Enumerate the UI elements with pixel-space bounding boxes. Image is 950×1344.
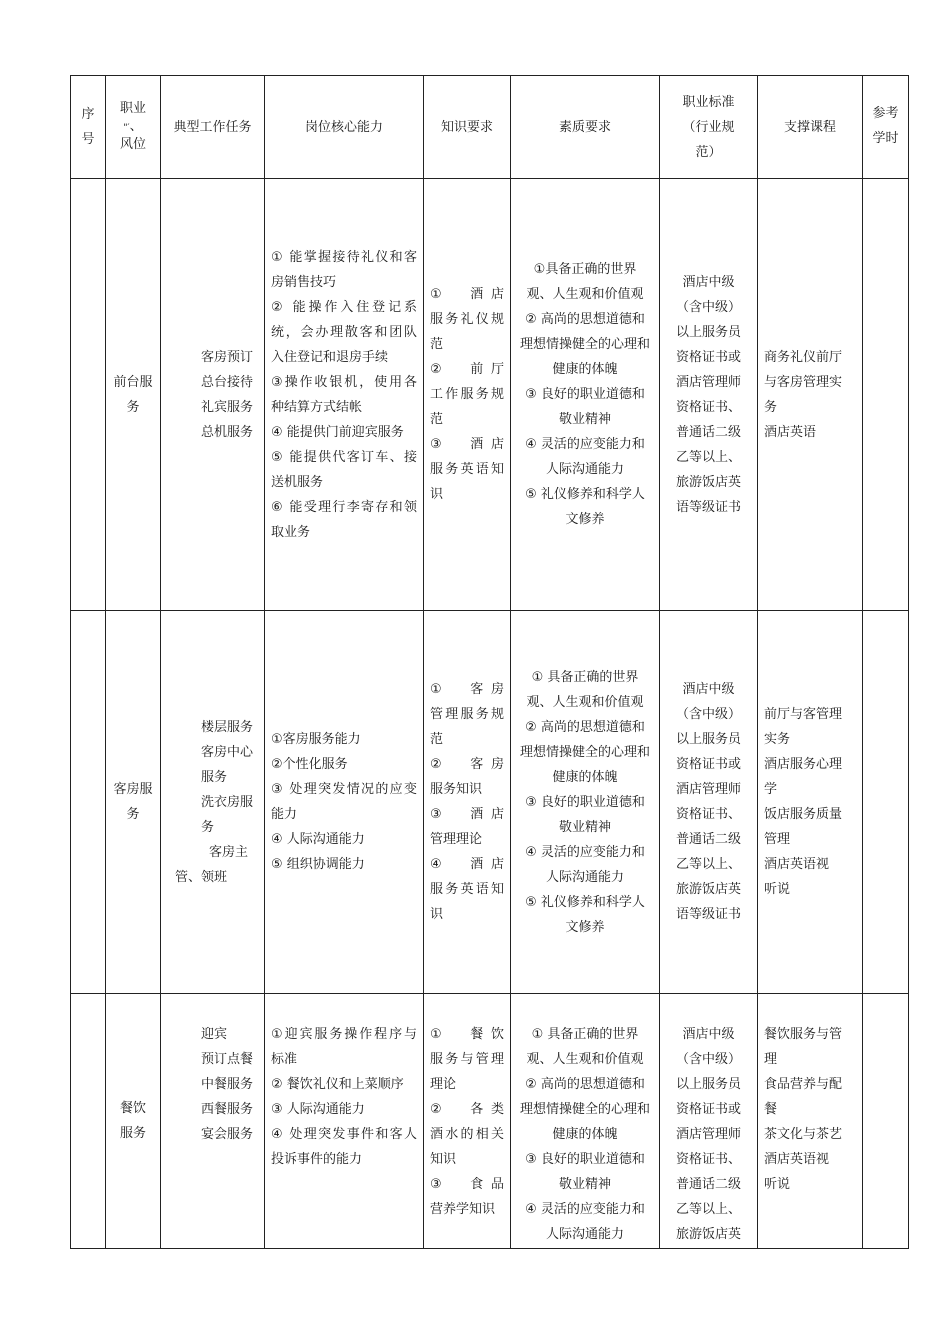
course-line: 酒店英语 xyxy=(764,424,817,440)
standard-line: （含中级） xyxy=(675,299,741,315)
standard-line: 普通话二级 xyxy=(675,1177,741,1192)
standard-line: （含中级） xyxy=(675,707,741,722)
core-ability-line: ③ 处理突发情况的应变 xyxy=(271,782,417,797)
standard-line: 以上服务员 xyxy=(675,1077,741,1092)
knowledge-line: ② 各类 xyxy=(430,1102,504,1117)
knowledge-line: 酒水的相关 xyxy=(430,1127,504,1142)
knowledge-line: 管理服务规 xyxy=(430,707,504,722)
knowledge-line: 识 xyxy=(430,907,444,922)
tasks-line: 管、领班 xyxy=(175,869,228,885)
course-line: 实务 xyxy=(764,732,791,747)
knowledge-line: ④ 酒店 xyxy=(430,857,504,872)
course-line: 务 xyxy=(764,399,778,415)
header-hours: 参考 学时 xyxy=(863,76,909,179)
standard-cell xyxy=(660,611,758,994)
tasks-cell xyxy=(161,994,265,1249)
header-task: 典型工作任务 xyxy=(161,76,265,179)
knowledge-line: 营养学知识 xyxy=(430,1202,496,1217)
quality-line: 健康的体魄 xyxy=(552,1127,618,1142)
knowledge-line: 范 xyxy=(430,337,444,352)
knowledge-line: ③ 食品 xyxy=(430,1177,504,1192)
course-line: 前厅与客管理 xyxy=(764,707,843,722)
core-ability-line: 投诉事件的能力 xyxy=(271,1152,363,1167)
standard-line: 酒店中级 xyxy=(682,274,735,290)
quality-line: ① 具备正确的世界 xyxy=(531,669,639,685)
standard-line: （含中级） xyxy=(675,1052,741,1067)
tasks-line: 服务 xyxy=(201,769,228,785)
core-ability-line: ④ 能提供门前迎宾服务 xyxy=(271,424,404,440)
quality-line: 理想情操健全的心理和 xyxy=(519,744,650,760)
core-ability-cell xyxy=(265,179,424,611)
table-header-row xyxy=(71,76,909,179)
quality-line: ② 高尚的思想道德和 xyxy=(525,719,645,735)
knowledge-line: ② 前厅 xyxy=(430,362,504,377)
core-ability-line: ②个性化服务 xyxy=(271,757,348,772)
standard-line: 旅游饭店英 xyxy=(675,474,741,490)
standard-line: 普通话二级 xyxy=(675,832,741,847)
course-cell xyxy=(758,179,863,611)
course-cell xyxy=(758,611,863,994)
header-knowledge: 知识要求 xyxy=(424,76,511,179)
tasks-line: 预订点餐 xyxy=(201,1052,254,1067)
header-seq: 序 号 xyxy=(71,76,106,179)
quality-line: 文修养 xyxy=(565,919,605,935)
core-ability-line: 标准 xyxy=(271,1052,298,1067)
tasks-line: 客房预订 xyxy=(201,349,254,365)
knowledge-line: 范 xyxy=(430,412,444,427)
quality-line: ④ 灵活的应变能力和 xyxy=(525,437,645,452)
position-line: 客房服 xyxy=(113,782,153,797)
header-position: 职业 "′、 风位 xyxy=(106,76,161,179)
position-cell xyxy=(106,179,161,611)
core-ability-cell xyxy=(265,994,424,1249)
position-line: 餐饮 xyxy=(119,1101,146,1116)
tasks-line: 中餐服务 xyxy=(201,1077,254,1092)
table-row xyxy=(71,179,909,611)
course-line: 茶文化与茶艺 xyxy=(764,1127,843,1142)
header-course: 支撑课程 xyxy=(758,76,863,179)
knowledge-line: 识 xyxy=(430,487,444,502)
standard-cell xyxy=(660,179,758,611)
knowledge-line: 服务礼仪规 xyxy=(430,312,504,327)
course-cell xyxy=(758,994,863,1249)
hours-cell xyxy=(863,179,909,611)
quality-line: 观、人生观和价值观 xyxy=(526,694,644,710)
standard-cell xyxy=(660,994,758,1249)
standard-line: 酒店中级 xyxy=(682,682,735,697)
standard-line: 以上服务员 xyxy=(675,732,741,747)
core-ability-line: 送机服务 xyxy=(271,474,324,490)
knowledge-cell xyxy=(424,179,511,611)
core-ability-line: ② 能操作入住登记系 xyxy=(271,299,417,315)
core-ability-line: ① 能掌握接待礼仪和客 xyxy=(271,249,417,265)
tasks-line: 楼层服务 xyxy=(201,719,254,735)
core-ability-line: ③ 人际沟通能力 xyxy=(271,1102,365,1117)
tasks-line: 西餐服务 xyxy=(201,1102,254,1117)
knowledge-line: ② 客房 xyxy=(430,757,504,772)
quality-line: 敬业精神 xyxy=(558,1177,611,1192)
knowledge-line: 服务英语知 xyxy=(430,882,504,897)
standard-line: 资格证书或 xyxy=(675,1102,741,1117)
quality-line: 人际沟通能力 xyxy=(545,869,624,885)
position-line: 前台服 xyxy=(113,374,153,390)
standard-line: 资格证书、 xyxy=(675,1152,741,1167)
standard-line: 酒店管理师 xyxy=(675,374,741,390)
core-ability-line: ①客房服务能力 xyxy=(271,732,361,747)
knowledge-cell xyxy=(424,994,511,1249)
quality-line: 理想情操健全的心理和 xyxy=(519,1102,650,1117)
core-ability-line: ③操作收银机，使用各 xyxy=(271,374,417,390)
quality-line: ④ 灵活的应变能力和 xyxy=(525,844,645,860)
curriculum-table xyxy=(70,75,909,1249)
standard-line: 语等级证书 xyxy=(675,907,741,922)
standard-line: 普通话二级 xyxy=(675,424,741,440)
quality-line: ③ 良好的职业道德和 xyxy=(525,1152,645,1167)
quality-line: 理想情操健全的心理和 xyxy=(519,337,650,352)
course-line: 学 xyxy=(764,782,778,797)
quality-line: ③ 良好的职业道德和 xyxy=(525,387,645,402)
standard-line: 乙等以上、 xyxy=(675,1202,741,1217)
core-ability-cell xyxy=(265,611,424,994)
seq-cell xyxy=(71,611,106,994)
quality-line: 敬业精神 xyxy=(558,819,611,835)
course-line: 听说 xyxy=(764,882,791,897)
quality-line: 人际沟通能力 xyxy=(545,1227,624,1242)
core-ability-line: 种结算方式结帐 xyxy=(271,399,363,415)
position-cell xyxy=(106,994,161,1249)
knowledge-line: 管理理论 xyxy=(430,832,483,847)
knowledge-line: 服务知识 xyxy=(430,782,483,797)
tasks-line: 总机服务 xyxy=(201,424,254,440)
quality-line: ⑤ 礼仪修养和科学人 xyxy=(525,894,645,910)
quality-line: ② 高尚的思想道德和 xyxy=(525,312,645,327)
quality-cell xyxy=(511,179,660,611)
knowledge-line: ① 客房 xyxy=(430,682,504,697)
knowledge-line: ① 酒店 xyxy=(430,287,504,302)
core-ability-line: 入住登记和退房手续 xyxy=(271,349,389,365)
core-ability-line: 房销售技巧 xyxy=(271,274,337,290)
tasks-line: 客房中心 xyxy=(201,744,254,760)
knowledge-line: 服务与管理 xyxy=(430,1052,504,1067)
tasks-cell xyxy=(161,179,265,611)
knowledge-cell xyxy=(424,611,511,994)
tasks-line: 务 xyxy=(201,819,215,835)
quality-line: 健康的体魄 xyxy=(552,769,618,785)
core-ability-line: ④ 处理突发事件和客人 xyxy=(271,1127,417,1142)
course-line: 商务礼仪前厅 xyxy=(764,349,843,365)
standard-line: 酒店中级 xyxy=(682,1027,735,1042)
position-line: 务 xyxy=(126,807,140,822)
course-line: 听说 xyxy=(764,1177,791,1192)
position-cell xyxy=(106,611,161,994)
core-ability-line: 统，会办理散客和团队 xyxy=(271,324,417,340)
course-line: 酒店英语视 xyxy=(764,857,830,872)
header-standard: 职业标准 （行业规 范） xyxy=(660,76,758,179)
quality-line: 观、人生观和价值观 xyxy=(526,287,644,302)
tasks-line: 客房主 xyxy=(209,844,249,860)
standard-line: 乙等以上、 xyxy=(675,857,741,872)
course-line: 酒店英语视 xyxy=(764,1152,830,1167)
position-line: 务 xyxy=(126,399,140,415)
seq-cell xyxy=(71,994,106,1249)
curriculum-table-page xyxy=(70,75,908,1250)
seq-cell xyxy=(71,179,106,611)
course-line: 管理 xyxy=(764,832,791,847)
standard-line: 酒店管理师 xyxy=(675,1127,741,1142)
position-line: 服务 xyxy=(119,1126,146,1141)
knowledge-line: 工作服务规 xyxy=(430,387,504,402)
knowledge-line: 知识 xyxy=(430,1152,457,1167)
quality-line: ② 高尚的思想道德和 xyxy=(525,1077,645,1092)
hours-cell xyxy=(863,994,909,1249)
quality-cell xyxy=(511,994,660,1249)
tasks-line: 宴会服务 xyxy=(201,1127,254,1142)
quality-line: 健康的体魄 xyxy=(552,362,618,377)
core-ability-line: ⑤ 组织协调能力 xyxy=(271,857,365,872)
tasks-cell xyxy=(161,611,265,994)
knowledge-line: ① 餐饮 xyxy=(430,1027,504,1042)
course-line: 食品营养与配 xyxy=(764,1077,843,1092)
standard-line: 旅游饭店英 xyxy=(675,1227,741,1242)
quality-line: 敬业精神 xyxy=(558,412,611,427)
standard-line: 酒店管理师 xyxy=(675,782,741,797)
table-row xyxy=(71,994,909,1249)
knowledge-line: 范 xyxy=(430,732,444,747)
tasks-line: 洗衣房服 xyxy=(201,794,254,810)
knowledge-line: ③ 酒店 xyxy=(430,437,504,452)
knowledge-line: ③ 酒店 xyxy=(430,807,504,822)
quality-line: 文修养 xyxy=(565,512,605,527)
quality-line: ③ 良好的职业道德和 xyxy=(525,794,645,810)
tasks-line: 迎宾 xyxy=(201,1027,228,1042)
course-line: 餐 xyxy=(764,1102,778,1117)
core-ability-line: ④ 人际沟通能力 xyxy=(271,832,365,847)
standard-line: 乙等以上、 xyxy=(675,449,741,465)
core-ability-line: ⑤ 能提供代客订车、接 xyxy=(271,449,417,465)
quality-line: ①具备正确的世界 xyxy=(533,262,637,277)
standard-line: 资格证书、 xyxy=(675,807,741,822)
core-ability-line: ② 餐饮礼仪和上菜顺序 xyxy=(271,1077,404,1092)
course-line: 理 xyxy=(764,1052,778,1067)
course-line: 与客房管理实 xyxy=(764,374,843,390)
course-line: 餐饮服务与管 xyxy=(764,1027,843,1042)
standard-line: 资格证书或 xyxy=(675,349,741,365)
tasks-line: 总台接待 xyxy=(201,374,254,390)
core-ability-line: 能力 xyxy=(271,807,298,822)
quality-line: ④ 灵活的应变能力和 xyxy=(525,1202,645,1217)
quality-line: 人际沟通能力 xyxy=(545,462,624,477)
core-ability-line: ⑥ 能受理行李寄存和领 xyxy=(271,499,417,515)
standard-line: 旅游饭店英 xyxy=(675,882,741,897)
standard-line: 以上服务员 xyxy=(675,324,741,340)
course-line: 饭店服务质量 xyxy=(764,807,843,822)
knowledge-line: 服务英语知 xyxy=(430,462,504,477)
standard-line: 资格证书或 xyxy=(675,757,741,772)
knowledge-line: 理论 xyxy=(430,1077,457,1092)
hours-cell xyxy=(863,611,909,994)
quality-line: 观、人生观和价值观 xyxy=(526,1052,644,1067)
core-ability-line: ①迎宾服务操作程序与 xyxy=(271,1027,417,1042)
standard-line: 资格证书、 xyxy=(675,399,741,415)
course-line: 酒店服务心理 xyxy=(764,757,843,772)
quality-cell xyxy=(511,611,660,994)
table-row xyxy=(71,611,909,994)
standard-line: 语等级证书 xyxy=(675,499,741,515)
tasks-line: 礼宾服务 xyxy=(201,399,254,415)
header-core-ability: 岗位核心能力 xyxy=(265,76,424,179)
core-ability-line: 取业务 xyxy=(271,524,311,540)
header-quality: 素质要求 xyxy=(511,76,660,179)
quality-line: ① 具备正确的世界 xyxy=(531,1027,639,1042)
quality-line: ⑤ 礼仪修养和科学人 xyxy=(525,487,645,502)
